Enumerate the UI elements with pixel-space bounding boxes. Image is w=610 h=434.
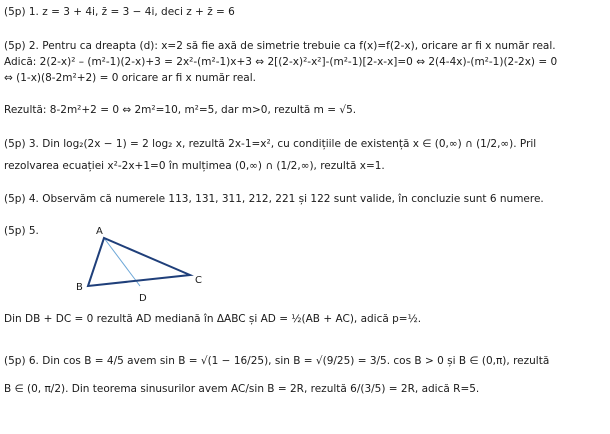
vertex-b-label: B [76,282,83,293]
triangle-abc [88,238,190,286]
triangle-figure [70,224,220,304]
vertex-a-label: A [96,226,103,237]
problem-1: (5p) 1. z = 3 + 4i, z̄ = 3 − 4i, deci z + z̄ = 6 [4,6,235,18]
vertex-d-label: D [139,293,147,304]
problem-3-line-1: (5p) 3. Din log₂(2x − 1) = 2 log₂ x, rezultă 2x-1=x², cu condițiile de existență x ∈ (0,∞) ∩ (1/2,∞). Pril [4,138,537,150]
problem-5-label: (5p) 5. [4,225,39,237]
problem-4: (5p) 4. Observăm că numerele 113, 131, 311, 212, 221 și 122 sunt valide, în concluzie sunt 6 numere. [4,193,544,205]
problem-6-line-1: (5p) 6. Din cos B = 4/5 avem sin B = √(1 − 16/25), sin B = √(9/25) = 3/5. cos B > 0 și B ∈ (0,π), rezultă [4,355,550,367]
problem-2-line-3: ⇔ (1-x)(8-2m²+2) = 0 oricare ar fi x număr real. [4,72,256,84]
problem-3-line-2: rezolvarea ecuației x²-2x+1=0 în mulțimea (0,∞) ∩ (1/2,∞), rezultă x=1. [4,160,385,172]
problem-5-text: Din DB + DC = 0 rezultă AD mediană în ΔABC și AD = ½(AB + AC), adică p=½. [4,313,422,325]
vertex-c-label: C [195,275,202,286]
problem-2-line-2: Adică: 2(2-x)² – (m²-1)(2-x)+3 = 2x²-(m²-1)x+3 ⇔ 2[(2-x)²-x²]-(m²-1)[2-x-x]=0 ⇔ 2(4-4x)-(m²-1)(2-2x) = 0 [4,56,558,68]
problem-6-line-2: B ∈ (0, π/2). Din teorema sinusurilor avem AC/sin B = 2R, rezultă 6/(3/5) = 2R, adică R=5. [4,383,480,395]
problem-2-result: Rezultă: 8-2m²+2 = 0 ⇔ 2m²=10, m²=5, dar m>0, rezultă m = √5. [4,104,357,116]
problem-2-line-1: (5p) 2. Pentru ca dreapta (d): x=2 să fie axă de simetrie trebuie ca f(x)=f(2-x), oricare ar fi x număr real. [4,40,556,52]
